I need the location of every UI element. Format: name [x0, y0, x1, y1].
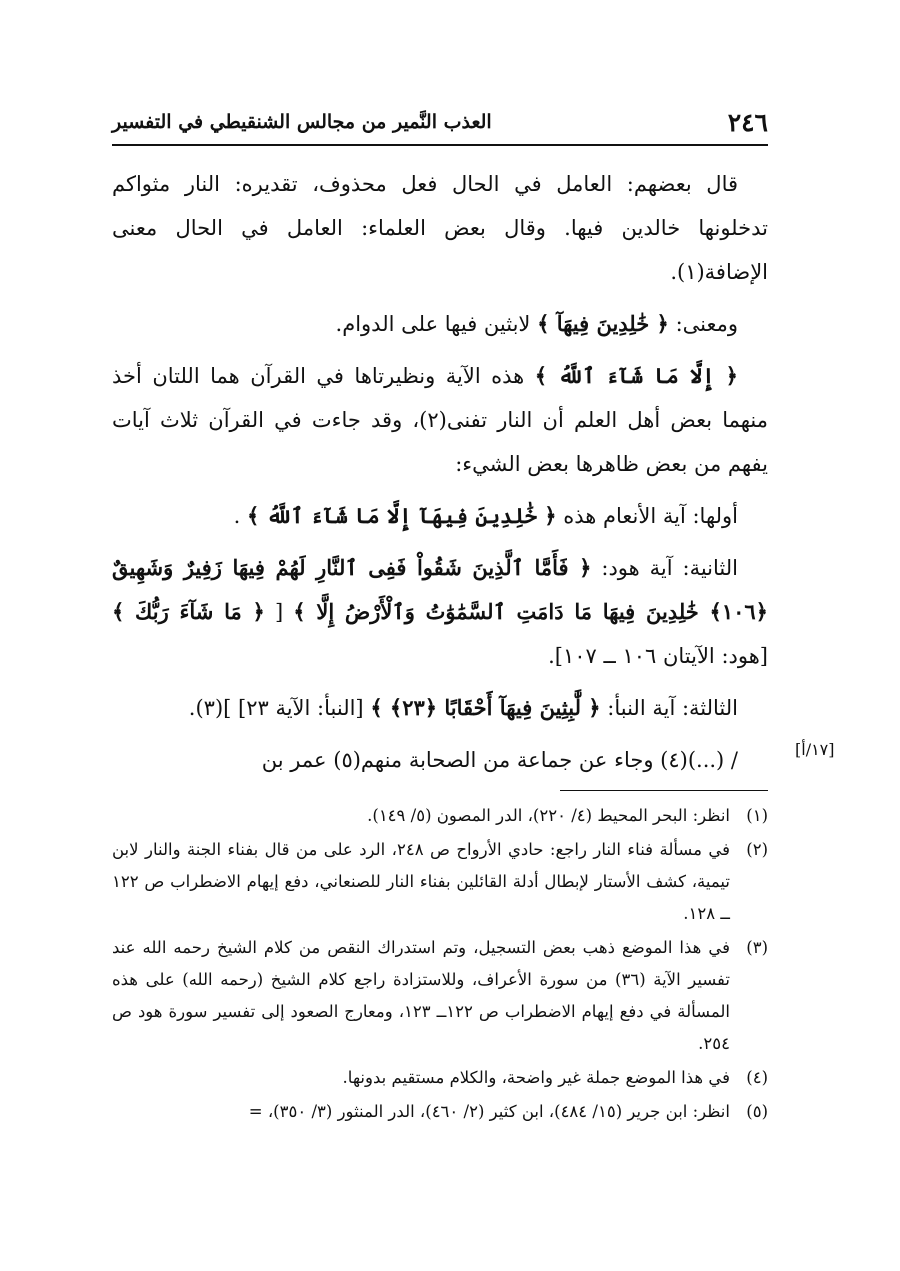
footnote-number: (١): [746, 806, 768, 825]
footnote-number: (٣): [746, 938, 768, 957]
footnote-divider: [560, 790, 768, 791]
paragraph-4-prefix: أولها: آية الأنعام هذه: [563, 504, 738, 528]
paragraph-4-end: .: [233, 504, 241, 528]
footnote-text: في هذا الموضع ذهب بعض التسجيل، وتم استدراك النقص من كلام الشيخ رحمه الله عند تفسير الآية (٣٦) من سورة الأعراف، وللاستزادة راجع كلام الشيخ (رحمه الله) على هذه المسألة في دفع إيهام الاضطراب ص ١٢٢ــ ١٢٣، ومعارج الصعود إلى تفسير سورة هود ص ٢٥٤.: [112, 938, 731, 1053]
page-header: [112, 102, 768, 142]
quran-quote: ﴿ خَٰلِدِينَ فِيهَآ ﴾: [537, 311, 669, 336]
footnote-number: (٤): [746, 1068, 768, 1087]
bracket: [: [274, 600, 284, 624]
footnote-number: (٢): [746, 840, 768, 859]
paragraph-6: [112, 686, 768, 730]
footnote: [112, 800, 768, 832]
footnote-number: (٥): [746, 1102, 768, 1121]
quran-quote: ﴿ لَّٰبِثِينَ فِيهَآ أَحْقَابًا ﴿٢٣﴾ ﴾: [370, 695, 601, 720]
paragraph-4: [112, 494, 768, 538]
verse-reference: [النبأ: الآية ٢٣] ](٣).: [188, 696, 364, 720]
paragraph-3: [112, 354, 768, 486]
paragraph-3-rest: هذه الآية ونظيرتاها في القرآن هما اللتان أخذ منهما بعض أهل العلم أن النار تفنى(٢)، وقد جاءت في القرآن ثلاث آيات يفهم من بعض ظاهرها بعض الشيء:: [112, 364, 769, 476]
paragraph-2-prefix: ومعنى:: [675, 312, 738, 336]
manuscript-reference: [١٧/أ]: [795, 740, 835, 759]
quran-quote: ﴿ فَأَمَّا ٱلَّذِينَ شَقُواْ فَفِى ٱلنَّارِ لَهُمْ فِيهَا زَفِيرٌ وَشَهِيقٌ ﴿١٠٦﴾ خَٰلِدِينَ فِيهَا مَا دَامَتِ ٱلسَّمَٰوَٰتُ وَٱلْأَرْضُ إِلَّا ﴾: [112, 555, 768, 624]
paragraph-2: [112, 302, 768, 346]
footnote: [112, 932, 768, 1060]
footnote-text: في هذا الموضع جملة غير واضحة، والكلام مستقيم بدونها.: [342, 1068, 730, 1087]
verse-reference: [هود: الآيتان ١٠٦ ــ ١٠٧].: [548, 644, 768, 668]
footnote-text: انظر: البحر المحيط (٤/ ٢٢٠)، الدر المصون (٥/ ١٤٩).: [367, 806, 730, 825]
footnote: [112, 834, 768, 930]
main-text: [112, 162, 768, 782]
paragraph-5-prefix: الثانية: آية هود:: [601, 556, 738, 580]
footnote-text: في مسألة فناء النار راجع: حادي الأرواح ص ٢٤٨، الرد على من قال بفناء الجنة والنار لابن تيمية، كشف الأستار لإبطال أدلة القائلين بفناء النار للصنعاني، دفع إيهام الاضطراب ص ١٢٢ ــ ١٢٨.: [112, 840, 730, 923]
footnotes: [112, 800, 768, 1128]
page-number: ٢٤٦: [727, 107, 768, 137]
footnote: [112, 1096, 768, 1128]
header-divider: [112, 144, 768, 146]
quran-quote: ﴿ إِلَّا مَا شَآءَ ٱللَّهُ ﴾: [534, 363, 738, 388]
paragraph-5: [112, 546, 768, 678]
footnote: [112, 1062, 768, 1094]
paragraph-7: / (...)(٤) وجاء عن جماعة من الصحابة منهم(٥) عمر بن: [261, 748, 738, 772]
paragraph-6-prefix: الثالثة: آية النبأ:: [607, 696, 738, 720]
quran-quote: ﴿ خَٰلِدِينَ فِيهَآ إِلَّا مَا شَآءَ ٱللَّهُ ﴾: [246, 503, 557, 528]
quran-quote: ﴿ مَا شَآءَ رَبُّكَ ﴾: [112, 599, 265, 624]
footnote-text: انظر: ابن جرير (١٥/ ٤٨٤)، ابن كثير (٢/ ٤٦٠)، الدر المنثور (٣/ ٣٥٠)، =: [248, 1102, 730, 1121]
paragraph-1: قال بعضهم: العامل في الحال فعل محذوف، تقديره: النار مثواكم تدخلونها خالدين فيها. وقال بعض العلماء: العامل في الحال معنى الإضافة(١).: [112, 172, 768, 284]
paragraph-2-rest: لابثين فيها على الدوام.: [335, 312, 531, 336]
book-title: العذب النَّمير من مجالس الشنقيطي في التفسير: [112, 111, 492, 133]
